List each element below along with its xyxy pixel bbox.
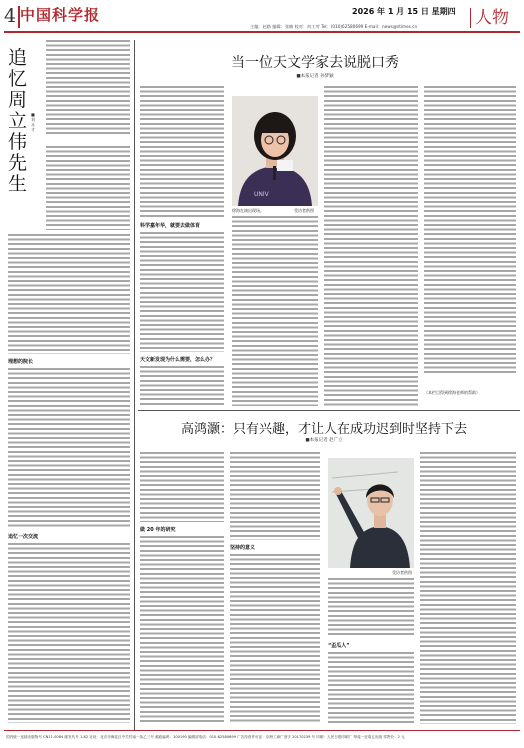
top-photo-caption: 徐海在演出现场。 bbox=[232, 208, 264, 213]
top-article-byline: ■本报记者 孙梦颖 bbox=[296, 74, 334, 79]
issue-date: 2026 年 1 月 15 日 星期四 bbox=[352, 7, 456, 16]
top-col1-text-3 bbox=[140, 366, 224, 406]
page-number: 4 bbox=[4, 5, 17, 27]
scientist-figure bbox=[328, 458, 414, 568]
bottom-subhead-2: 坚持的意义 bbox=[230, 545, 256, 551]
top-col2-text bbox=[232, 216, 318, 406]
astronomer-figure bbox=[232, 96, 318, 206]
astronomer-photo bbox=[232, 96, 318, 206]
footer-info: 国内统一连续出版物号 CN11-0084 邮发代号 1-82 社址：北京市海淀区中关村南一条乙三号 邮政编码：100190 编辑部电话：010-62580699 广告经营许可证：京海工商广登字 20170239 号 印刷：人民日报印刷厂 每周一至周五出版 零售价：2 元 bbox=[6, 735, 405, 739]
mid-divider bbox=[138, 410, 520, 411]
editors-line: 主编：赵路 编辑：张楠 校对：何工劳 Tel：(010)62580699 E-mail：news@stimes.cn bbox=[250, 24, 418, 29]
left-body-text-2 bbox=[8, 368, 130, 528]
bottom-col2-text bbox=[230, 452, 320, 540]
top-col1-text-2 bbox=[140, 232, 224, 352]
top-subhead-1: 科学嘉年华，就要去做体育 bbox=[140, 223, 201, 229]
top-col1-text bbox=[140, 86, 224, 218]
header-rule bbox=[4, 31, 520, 33]
top-col4-text bbox=[424, 86, 516, 376]
top-col3-text bbox=[324, 86, 418, 406]
top-closing-note: （本栏目得到徐海老师的帮助） bbox=[424, 390, 480, 395]
bottom-subhead-3: “歪瓜人” bbox=[328, 643, 350, 649]
left-body-text bbox=[8, 234, 130, 354]
bottom-col3-text-2 bbox=[328, 652, 414, 724]
left-intro-text bbox=[46, 40, 130, 136]
bottom-col1-text bbox=[140, 452, 224, 522]
bottom-col3-text bbox=[328, 578, 414, 638]
svg-text:UNIV: UNIV bbox=[254, 191, 269, 198]
bottom-photo-credit: 受访者供图 bbox=[392, 570, 412, 575]
left-intro-text-2 bbox=[46, 146, 130, 230]
left-subhead-1: 理想的院长 bbox=[8, 359, 34, 365]
bottom-subhead-1: 做 20 年的研究 bbox=[140, 527, 176, 533]
left-subhead-2: 追忆一次交流 bbox=[8, 534, 39, 540]
bottom-col4-text bbox=[420, 452, 516, 724]
left-column-divider bbox=[134, 40, 135, 730]
bottom-article-title: 高鸿灏：只有兴趣，才让人在成功迟到时坚持下去 bbox=[180, 422, 467, 437]
top-article-title: 当一位天文学家去说脱口秀 bbox=[231, 55, 399, 71]
bottom-col1-text-2 bbox=[140, 536, 224, 724]
scientist-photo bbox=[328, 458, 414, 568]
left-article-title: 追忆周立伟先生 bbox=[8, 47, 28, 195]
section-name: 人物 bbox=[470, 8, 524, 28]
bottom-article-byline: ■本报记者 赵广立 bbox=[305, 438, 343, 443]
masthead-logo: 中国科学报 bbox=[20, 6, 101, 24]
left-body-text-3 bbox=[8, 543, 130, 723]
top-photo-credit: 受访者供图 bbox=[294, 208, 314, 213]
left-article-byline: ■刘永才 bbox=[31, 112, 35, 132]
footer-rule bbox=[4, 730, 520, 731]
top-subhead-2: 天文新发现为什么需要，怎么办？ bbox=[140, 357, 216, 363]
bottom-col2-text-2 bbox=[230, 554, 320, 724]
